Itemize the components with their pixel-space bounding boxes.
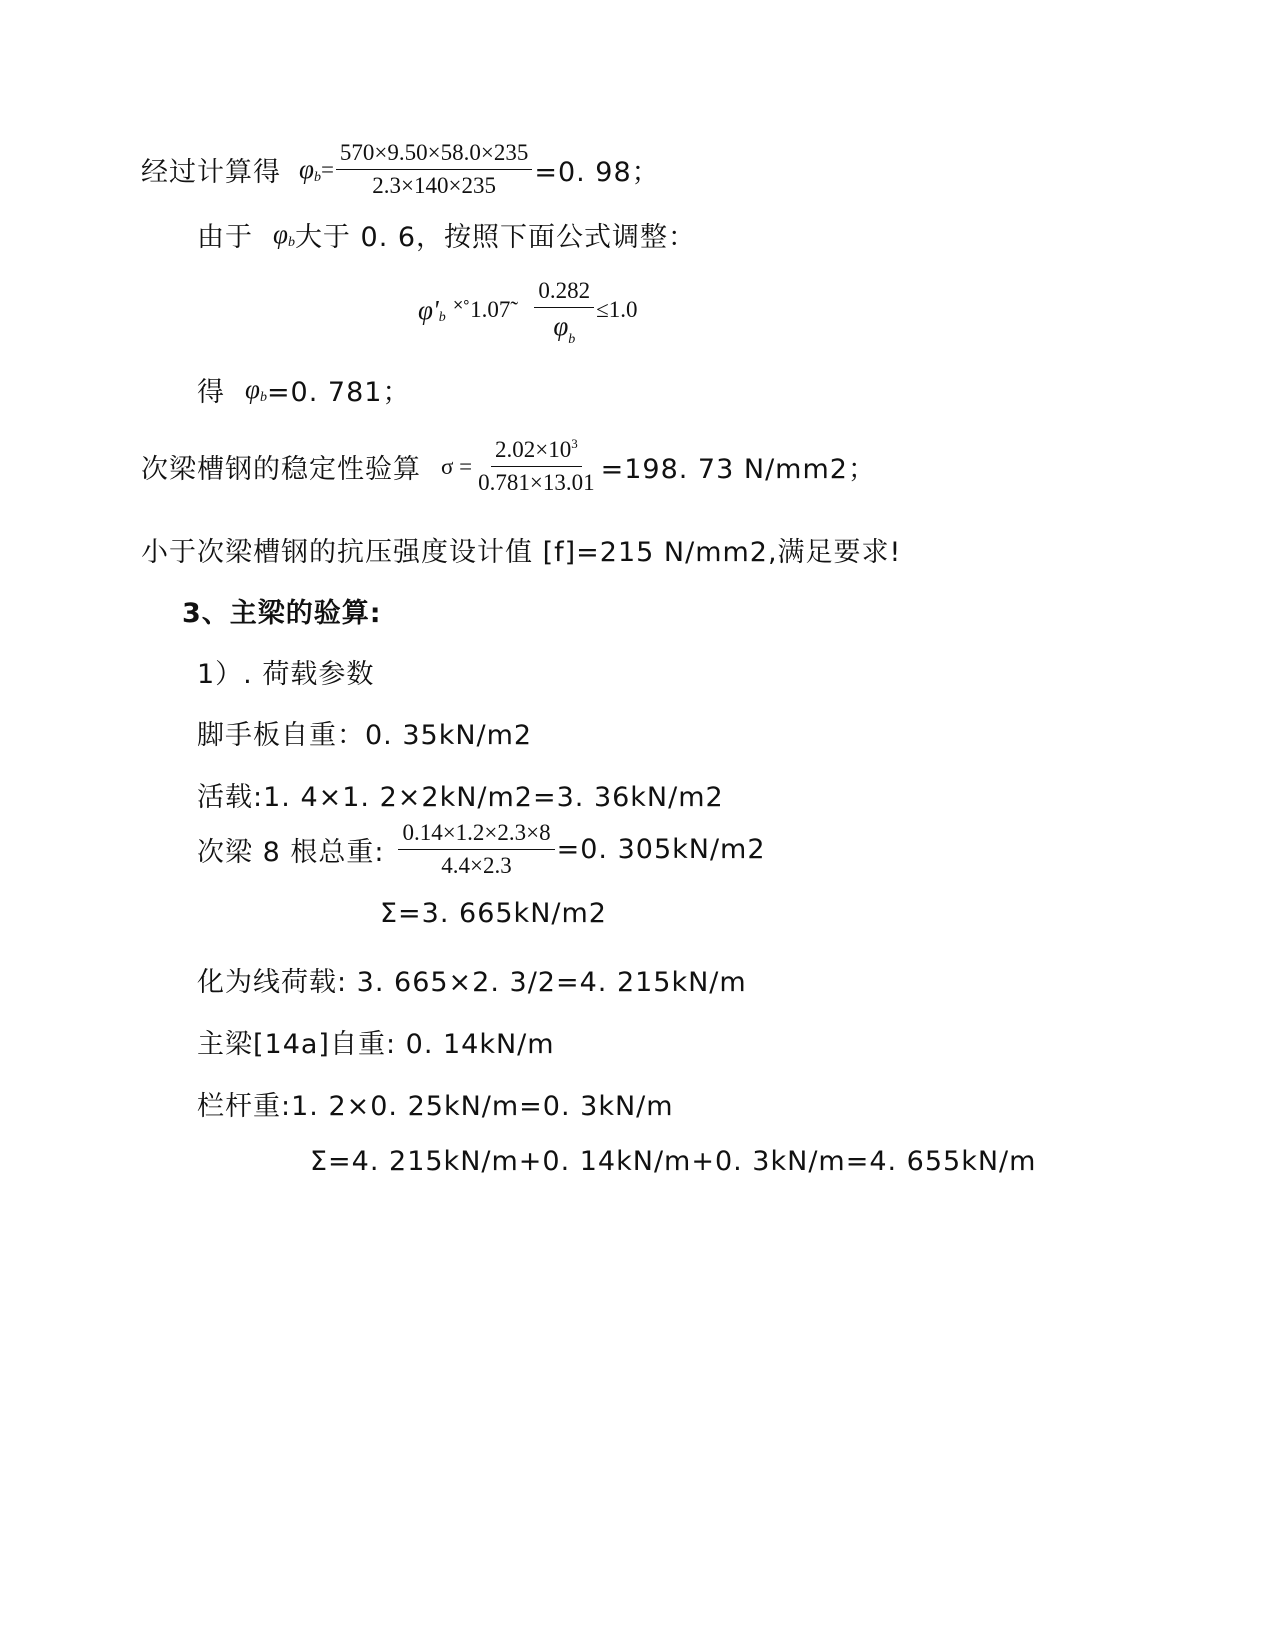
phi-subscript: b <box>259 389 267 405</box>
phi-subscript: b <box>313 169 321 185</box>
live-load: 活载:1. 4×1. 2×2kN/m2=3. 36kN/m2 <box>197 782 724 813</box>
result-prefix: 得 <box>197 377 225 408</box>
eq3-fraction <box>474 437 598 497</box>
railing-weight: 栏杆重:1. 2×0. 25kN/m=0. 3kN/m <box>197 1091 674 1122</box>
load-title: 1）. 荷载参数 <box>197 659 375 690</box>
line-load: 化为线荷载: 3. 665×2. 3/2=4. 215kN/m <box>197 967 747 998</box>
eq3-line <box>141 437 876 497</box>
phi-symbol: φ <box>553 311 569 342</box>
sigma-lhs: σ = <box>441 453 473 479</box>
beams-fraction <box>398 820 554 880</box>
beams-numerator: 0.14×1.2×2.3×8 <box>398 820 554 850</box>
sum-area-load: Σ=3. 665kN/m2 <box>380 898 607 929</box>
eq1-numerator: 570×9.50×58.0×235 <box>336 140 532 170</box>
beams-denominator: 4.4×2.3 <box>441 853 512 879</box>
eq1-fraction <box>336 140 532 200</box>
adjust-prefix: 由于 <box>197 222 253 253</box>
phi-prime-symbol: φ' <box>418 294 439 325</box>
beams-weight-line <box>197 820 766 880</box>
phi-subscript: b <box>568 332 576 348</box>
phi-symbol: φ <box>299 154 314 185</box>
beams-label: 次梁 8 根总重: <box>197 837 385 869</box>
phi-subscript: b <box>287 234 295 250</box>
phi-subscript: b <box>438 310 446 326</box>
equals-sign: = <box>320 156 334 182</box>
scaffold-weight: 脚手板自重：0. 35kN/m2 <box>197 720 533 751</box>
main-beam-weight: 主梁[14a]自重: 0. 14kN/m <box>197 1029 555 1060</box>
eq3-num-exponent: 3 <box>571 436 578 451</box>
eq1-label: 经过计算得 <box>141 157 281 189</box>
eq3-label: 次梁槽钢的稳定性验算 <box>141 454 421 486</box>
eq3-numerator <box>491 437 582 467</box>
eq2-numerator: 0.282 <box>534 278 594 308</box>
eq3-denominator: 0.781×13.01 <box>478 470 595 496</box>
eq2-fraction <box>534 278 594 348</box>
sum-line-load: Σ=4. 215kN/m+0. 14kN/m+0. 3kN/m=4. 655kN/m <box>310 1146 1037 1177</box>
adjust-suffix: 大于 0. 6，按照下面公式调整： <box>294 222 697 253</box>
eq1-result: =0. 98； <box>534 157 660 189</box>
beams-result: =0. 305kN/m2 <box>556 834 766 866</box>
conclusion-line: 小于次梁槽钢的抗压强度设计值 [f]=215 N/mm2,满足要求! <box>141 537 902 568</box>
eq2-line <box>418 278 638 348</box>
result-value: =0. 781； <box>266 377 411 408</box>
section-heading: 3、主梁的验算: <box>182 598 382 629</box>
eq2-garbled-term: ˟˚1.07̃ <box>453 297 511 323</box>
eq2-denominator <box>549 308 579 348</box>
result-line <box>197 370 410 409</box>
eq1-denominator: 2.3×140×235 <box>372 173 496 199</box>
eq1-line <box>141 140 660 200</box>
adjust-note <box>197 215 696 254</box>
eq3-result: =198. 73 N/mm2； <box>600 454 876 486</box>
eq3-num-base: 2.02×10 <box>495 437 572 462</box>
phi-symbol: φ <box>273 219 288 249</box>
phi-symbol: φ <box>245 374 260 404</box>
eq2-rhs: ≤1.0 <box>596 297 638 323</box>
